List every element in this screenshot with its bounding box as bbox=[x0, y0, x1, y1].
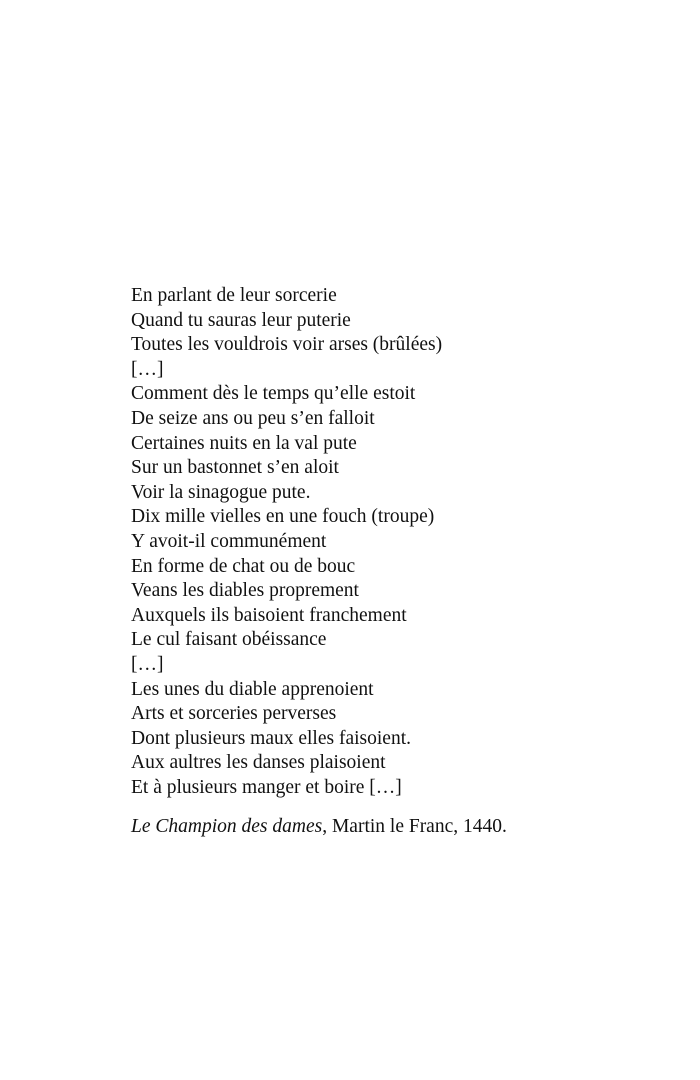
poem-line: De seize ans ou peu s’en falloit bbox=[131, 407, 375, 429]
poem-line: Le cul faisant obéissance bbox=[131, 629, 327, 651]
poem-line: Y avoit-il communément bbox=[131, 530, 327, 552]
poem-excerpt bbox=[131, 284, 651, 800]
poem-line: Les unes du diable apprenoient bbox=[131, 678, 374, 700]
poem-line: Dix mille vielles en une fouch (troupe) bbox=[131, 506, 435, 528]
poem-line: Et à plusieurs manger et boire […] bbox=[131, 776, 402, 798]
poem-line: Arts et sorceries perverses bbox=[131, 703, 337, 725]
poem-line: Auxquels ils baisoient franchement bbox=[131, 604, 407, 626]
poem-line: Dont plusieurs maux elles faisoient. bbox=[131, 727, 411, 749]
poem-ellipsis: […] bbox=[131, 653, 164, 675]
poem-line: Quand tu sauras leur puterie bbox=[131, 309, 351, 331]
citation-author-date: , Martin le Franc, 1440. bbox=[322, 816, 507, 837]
poem-line: Voir la sinagogue pute. bbox=[131, 481, 311, 503]
citation-title: Le Champion des dames bbox=[131, 816, 323, 837]
poem-line: Veans les diables proprement bbox=[131, 580, 359, 602]
poem-line: Sur un bastonnet s’en aloit bbox=[131, 457, 339, 479]
poem-line: Comment dès le temps qu’elle estoit bbox=[131, 383, 416, 405]
poem-line: En parlant de leur sorcerie bbox=[131, 285, 337, 306]
poem-line: Aux aultres les danses plaisoient bbox=[131, 752, 386, 774]
source-citation bbox=[131, 815, 507, 840]
poem-ellipsis: […] bbox=[131, 358, 164, 380]
poem-line: En forme de chat ou de bouc bbox=[131, 555, 356, 577]
poem-line: Certaines nuits en la val pute bbox=[131, 432, 357, 454]
poem-line: Toutes les vouldrois voir arses (brûlées) bbox=[131, 334, 443, 356]
